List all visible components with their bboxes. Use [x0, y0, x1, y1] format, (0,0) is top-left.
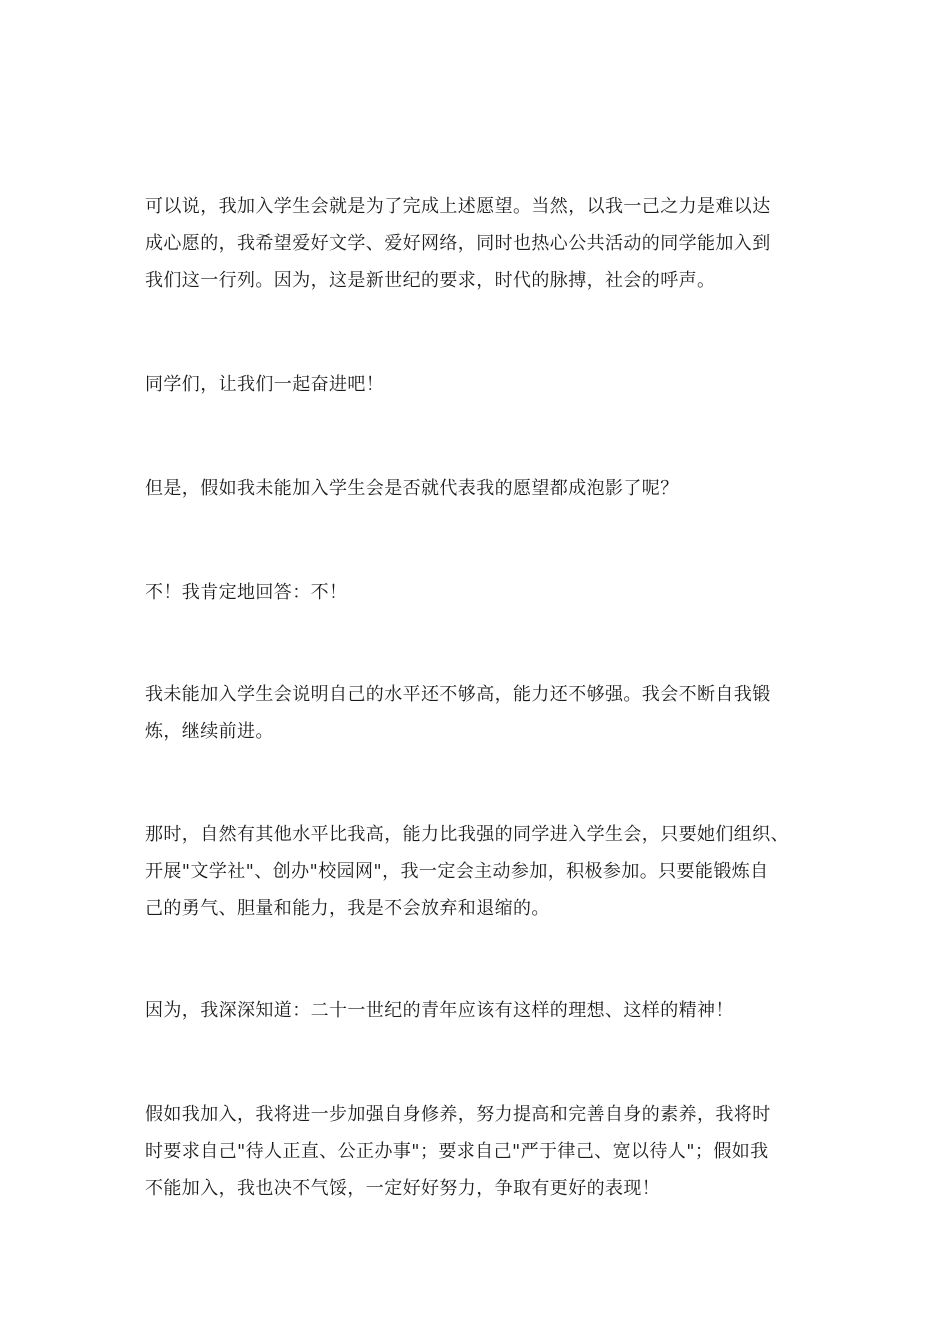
paragraph-5 [145, 676, 815, 750]
paragraph-line: 成心愿的，我希望爱好文学、爱好网络，同时也热心公共活动的同学能加入到 [145, 233, 771, 254]
paragraph-line: 可以说，我加入学生会就是为了完成上述愿望。当然，以我一己之力是难以达 [145, 196, 771, 217]
paragraph-6 [145, 816, 815, 927]
paragraph-1 [145, 188, 815, 299]
paragraph-line: 不！我肯定地回答：不！ [145, 582, 348, 603]
paragraph-line: 己的勇气、胆量和能力，我是不会放弃和退缩的。 [145, 898, 550, 919]
paragraph-line: 开展"文学社"、创办"校园网"，我一定会主动参加，积极参加。只要能锻炼自 [145, 861, 769, 882]
paragraph-line: 不能加入，我也决不气馁，一定好好努力，争取有更好的表现！ [145, 1178, 661, 1199]
paragraph-line: 时要求自己"待人正直、公正办事"；要求自己"严于律己、宽以待人"；假如我 [145, 1141, 769, 1162]
paragraph-line: 炼，继续前进。 [145, 721, 274, 742]
paragraph-line: 但是，假如我未能加入学生会是否就代表我的愿望都成泡影了呢？ [145, 478, 679, 499]
paragraph-3 [145, 470, 815, 507]
paragraph-7 [145, 992, 815, 1029]
paragraph-2 [145, 366, 815, 403]
paragraph-line: 那时，自然有其他水平比我高，能力比我强的同学进入学生会，只要她们组织、 [145, 824, 789, 845]
paragraph-line: 因为，我深深知道：二十一世纪的青年应该有这样的理想、这样的精神！ [145, 1000, 734, 1021]
paragraph-4 [145, 574, 815, 611]
paragraph-line: 同学们，让我们一起奋进吧！ [145, 374, 385, 395]
paragraph-line: 我们这一行列。因为，这是新世纪的要求，时代的脉搏，社会的呼声。 [145, 270, 716, 291]
paragraph-8 [145, 1096, 815, 1207]
paragraph-line: 我未能加入学生会说明自己的水平还不够高，能力还不够强。我会不断自我锻 [145, 684, 771, 705]
paragraph-line: 假如我加入，我将进一步加强自身修养，努力提高和完善自身的素养，我将时 [145, 1104, 771, 1125]
